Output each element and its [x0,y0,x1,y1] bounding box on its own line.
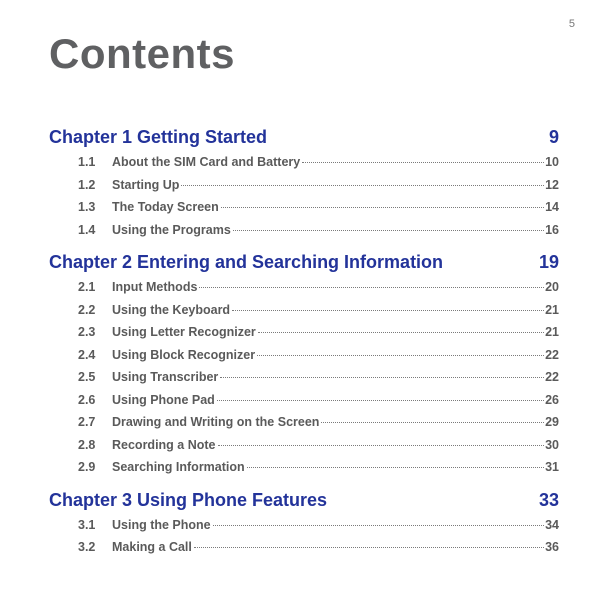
page-number: 5 [568,18,575,30]
entry-number: 2.4 [78,347,96,362]
toc-entry[interactable] [49,514,559,537]
toc-entry[interactable] [49,389,559,412]
entry-page-number: 34 [545,517,559,532]
entry-page-number: 16 [545,222,559,237]
chapter-2 [49,249,559,479]
entry-number: 1.4 [78,222,96,237]
entry-page-number: 36 [545,540,559,554]
chapter-1 [49,124,559,241]
entry-title: Starting Up [112,177,180,192]
toc-entry[interactable] [49,174,559,197]
dot-leader [220,377,544,378]
entry-title: Using Transcriber [112,370,219,384]
table-of-contents [49,124,559,563]
entry-title: Making a Call [112,540,192,554]
entry-title: Using Phone Pad [112,392,215,407]
toc-entry[interactable] [49,151,559,174]
entry-title: The Today Screen [112,200,219,214]
chapter-title: Chapter 1 Getting Started [49,127,268,147]
entry-title: Using the Keyboard [112,302,231,317]
chapter-3 [49,487,559,559]
dot-leader [194,547,544,548]
chapter-page-number: 9 [548,127,559,147]
toc-entry[interactable] [49,366,559,389]
entry-number: 2.6 [78,392,96,407]
chapter-heading[interactable] [49,487,559,514]
entry-page-number: 10 [545,155,559,169]
dot-leader [221,207,544,208]
entry-title: Drawing and Writing on the Screen [112,415,320,429]
entry-number: 2.9 [78,460,96,474]
dot-leader [257,355,544,356]
toc-entry[interactable] [49,321,559,344]
entry-number: 2.8 [78,437,96,452]
dot-leader [217,400,544,401]
entry-title: Input Methods [112,280,198,294]
entry-page-number: 12 [545,177,559,192]
entry-title: Using the Phone [112,517,211,532]
dot-leader [258,332,544,333]
entry-number: 3.1 [78,517,96,532]
toc-entry[interactable] [49,276,559,299]
chapter-page-number: 19 [538,252,559,272]
dot-leader [302,162,544,163]
chapter-page-number: 33 [538,489,559,510]
page-title: Contents [49,30,235,77]
entry-number: 2.7 [78,415,96,429]
entry-page-number: 14 [545,200,559,214]
dot-leader [181,185,544,186]
dot-leader [218,445,545,446]
toc-entry[interactable] [49,536,559,559]
entry-number: 1.3 [78,200,96,214]
toc-entry[interactable] [49,344,559,367]
entry-title: Using Block Recognizer [112,347,256,362]
toc-entry[interactable] [49,219,559,242]
dot-leader [232,310,544,311]
entry-title: Recording a Note [112,437,216,452]
entry-page-number: 31 [545,460,559,474]
entry-number: 1.1 [78,155,96,169]
chapter-title: Chapter 3 Using Phone Features [49,489,328,510]
entry-page-number: 29 [545,415,559,429]
chapter-heading[interactable] [49,124,559,151]
toc-entry[interactable] [49,299,559,322]
dot-leader [213,525,544,526]
entry-title: Searching Information [112,460,245,474]
entry-number: 2.3 [78,325,96,339]
toc-entry[interactable] [49,456,559,479]
entry-page-number: 22 [545,347,559,362]
dot-leader [247,467,544,468]
entry-number: 3.2 [78,540,96,554]
entry-page-number: 30 [545,437,559,452]
dot-leader [233,230,544,231]
toc-entry[interactable] [49,434,559,457]
chapter-heading[interactable] [49,249,559,276]
entry-number: 2.2 [78,302,96,317]
entry-page-number: 21 [545,325,559,339]
entry-title: Using the Programs [112,222,231,237]
toc-entry[interactable] [49,196,559,219]
entry-page-number: 22 [545,370,559,384]
entry-number: 2.1 [78,280,96,294]
dot-leader [199,287,544,288]
entry-title: Using Letter Recognizer [112,325,256,339]
entry-title: About the SIM Card and Battery [112,155,301,169]
entry-page-number: 20 [545,280,559,294]
dot-leader [321,422,544,423]
entry-number: 1.2 [78,177,96,192]
toc-entry[interactable] [49,411,559,434]
entry-number: 2.5 [78,370,96,384]
chapter-title: Chapter 2 Entering and Searching Information [49,252,444,272]
entry-page-number: 26 [545,392,559,407]
entry-page-number: 21 [545,302,559,317]
